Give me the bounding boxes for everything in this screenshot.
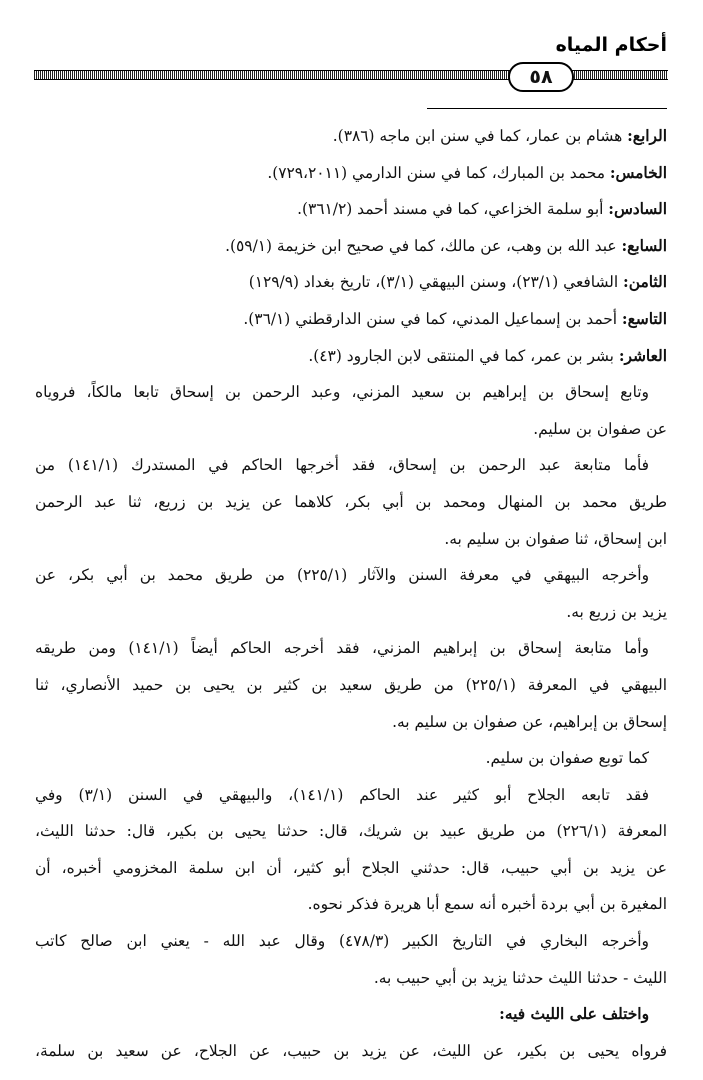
line-label: الخامس: — [609, 163, 667, 182]
text-line: إسحاق بن إبراهيم، عن صفوان بن سليم به. — [392, 712, 667, 731]
text-line: وأما متابعة إسحاق بن إبراهيم المزني، فقد أخرجه الحاكم أيضاً (١٤١/١) ومن طريقه — [35, 639, 649, 658]
text-line: كما توبع صفوان بن سليم. — [485, 749, 649, 768]
line-text: أبو سلمة الخزاعي، كما في مسند أحمد (٣٦١/٢). — [297, 200, 609, 219]
text-line: وأخرجه البخاري في التاريخ الكبير (٤٧٨/٣) وقال عبد الله - يعني ابن صالح كاتب — [35, 932, 649, 951]
text-line: فقد تابعه الجلاح أبو كثير عند الحاكم (١٤١/١)، والبيهقي في السنن (٣/١) وفي — [35, 785, 649, 804]
text-line: المغيرة بن أبي بردة أخبره أنه سمع أبا هريرة فذكر نحوه. — [307, 895, 667, 914]
line-text: أحمد بن إسماعيل المدني، كما في سنن الدارقطني (٣٦/١). — [243, 309, 622, 328]
line-text: عبد الله بن وهب، عن مالك، كما في صحيح ابن خزيمة (٥٩/١). — [225, 236, 622, 255]
line-text: محمد بن المبارك، كما في سنن الدارمي (٧٢٩،٢٠١١). — [267, 163, 610, 182]
text-line — [35, 228, 667, 265]
line-text: الشافعي (٢٣/١)، وسنن البيهقي (٣/١)، تاريخ بغداد (١٢٩/٩) — [248, 273, 624, 292]
text-line: وأخرجه البيهقي في معرفة السنن والآثار (٢٢٥/١) من طريق محمد بن أبي بكر، عن — [35, 566, 649, 585]
text-line — [35, 155, 667, 192]
text-line — [35, 264, 667, 301]
line-label: السادس: — [608, 200, 667, 219]
text-line: المعرفة (٢٢٦/١) من طريق عبيد بن شريك، قال: حدثنا يحيى بن بكير، قال: حدثنا الليث، — [35, 822, 667, 841]
line-label: التاسع: — [621, 309, 667, 328]
text-line — [35, 118, 667, 155]
line-label: السابع: — [621, 236, 667, 255]
text-line: عن صفوان بن سليم. — [533, 419, 667, 438]
text-line: طريق محمد بن المنهال ومحمد بن أبي بكر، كلاهما عن يزيد بن زريع، ثنا عبد الرحمن — [35, 492, 667, 511]
text-line: عن يزيد بن أبي حبيب، قال: حدثني الجلاح أبو كثير، أن ابن سلمة المخزومي أخبره، أن — [35, 858, 667, 877]
text-line: فرواه يحيى بن بكير، عن الليث، عن يزيد بن حبيب، عن الجلاح، عن سعيد بن سلمة، — [35, 1041, 667, 1060]
line-text: هشام بن عمار، كما في سنن ابن ماجه (٣٨٦). — [332, 127, 628, 145]
text-line: الليث - حدثنا الليث حدثنا يزيد بن أبي حبيب به. — [373, 968, 667, 987]
text-line — [35, 338, 667, 375]
line-text: بشر بن عمر، كما في المنتقى لابن الجارود (٤٣). — [308, 346, 619, 365]
line-label: الرابع: — [627, 127, 667, 145]
footnote-separator — [427, 108, 667, 109]
text-line: يزيد بن زريع به. — [566, 602, 667, 621]
text-line — [35, 301, 667, 338]
section-heading: واختلف على الليث فيه: — [499, 1005, 649, 1024]
footnote-body — [35, 118, 667, 1069]
line-label: الثامن: — [623, 273, 667, 292]
text-line: فأما متابعة عبد الرحمن بن إسحاق، فقد أخرجها الحاكم في المستدرك (١٤١/١) من — [35, 456, 650, 475]
text-line — [35, 191, 667, 228]
page-number: ٥٨ — [508, 62, 574, 92]
running-header-title: أحكام المياه — [555, 34, 667, 56]
line-label: العاشر: — [618, 346, 667, 365]
text-line: وتابع إسحاق بن إبراهيم بن سعيد المزني، وعبد الرحمن بن إسحاق تابعا مالكاً، فروياه — [35, 383, 649, 402]
text-line: ابن إسحاق، ثنا صفوان بن سليم به. — [444, 529, 667, 548]
text-line: البيهقي في المعرفة (٢٢٥/١) من طريق سعيد بن كثير بن يحيى بن حميد الأنصاري، ثنا — [35, 675, 667, 694]
